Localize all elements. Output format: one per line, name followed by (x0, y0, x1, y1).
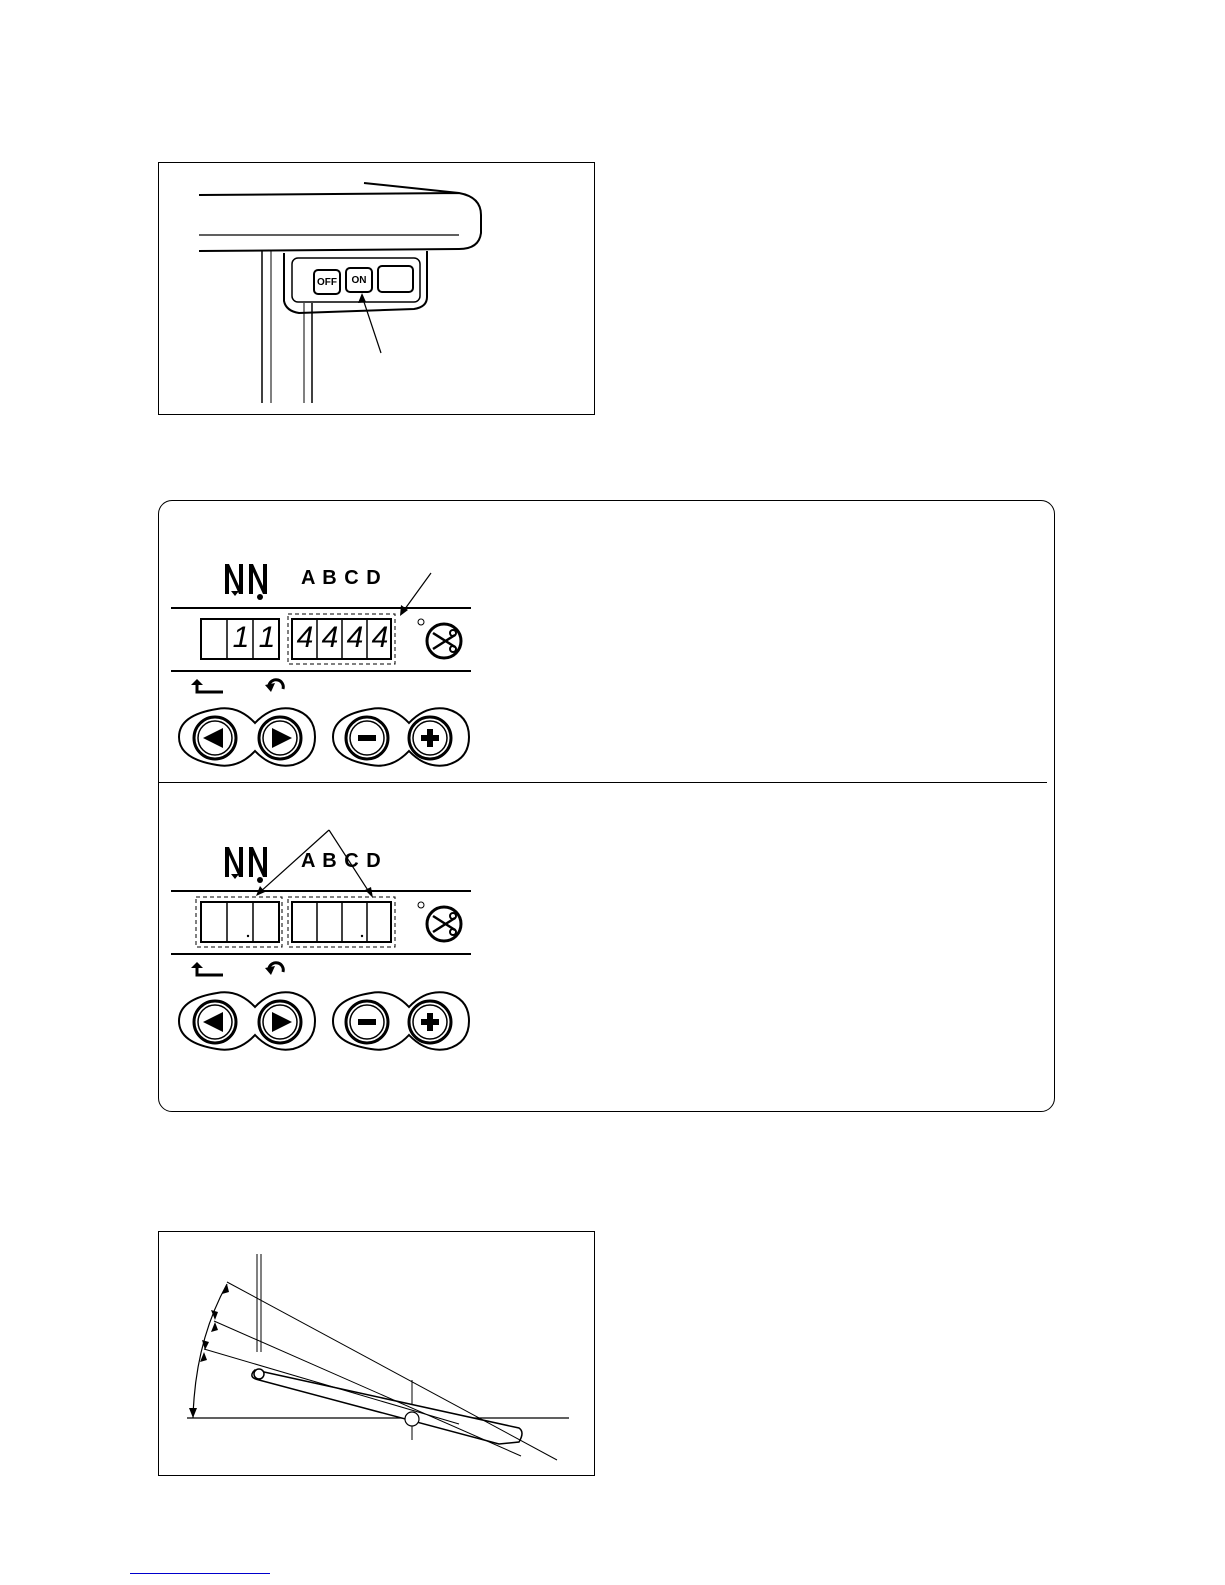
minus-button[interactable] (346, 717, 388, 759)
plus-button[interactable] (409, 717, 451, 759)
minus-button[interactable] (346, 1001, 388, 1043)
panel-bottom-graphics (159, 783, 559, 1083)
minus-icon (358, 1019, 376, 1025)
figure-power-switch (158, 162, 595, 415)
needle-up-icon (225, 847, 243, 879)
blank-button (378, 266, 413, 292)
return-icon (191, 679, 223, 692)
on-label: ON (351, 275, 367, 286)
right-digit-4: 4 (371, 621, 389, 654)
right-digit-1: 4 (296, 621, 314, 654)
power-switch-illustration (159, 163, 594, 414)
pedal-icon (159, 1232, 594, 1475)
scissors-icon (427, 624, 461, 658)
off-label: OFF (317, 277, 337, 288)
left-arrow-button[interactable] (194, 1001, 236, 1043)
panel-bottom (159, 783, 1054, 1103)
needle-down-icon (249, 847, 267, 883)
figure-operation-panel (158, 500, 1055, 1112)
footer-link-underline (130, 1573, 270, 1574)
needle-up-icon (225, 564, 243, 596)
left-digit-2: 1 (232, 621, 250, 654)
plus-button[interactable] (409, 1001, 451, 1043)
panel-top (159, 501, 1054, 781)
left-digit-3: 1 (258, 621, 276, 654)
needle-down-icon (249, 564, 267, 600)
right-arrow-button[interactable] (259, 717, 301, 759)
figure-pedal (158, 1231, 595, 1476)
minus-icon (358, 735, 376, 741)
right-digit-3: 4 (346, 621, 364, 654)
right-arrow-button[interactable] (259, 1001, 301, 1043)
right-digit-2: 4 (321, 621, 339, 654)
return-icon (191, 962, 223, 975)
scissors-icon (427, 907, 461, 941)
abcd-letters: A B C D (301, 567, 382, 589)
cycle-icon (265, 963, 283, 975)
cycle-icon (265, 680, 283, 692)
left-arrow-button[interactable] (194, 717, 236, 759)
abcd-letters: A B C D (301, 850, 382, 872)
